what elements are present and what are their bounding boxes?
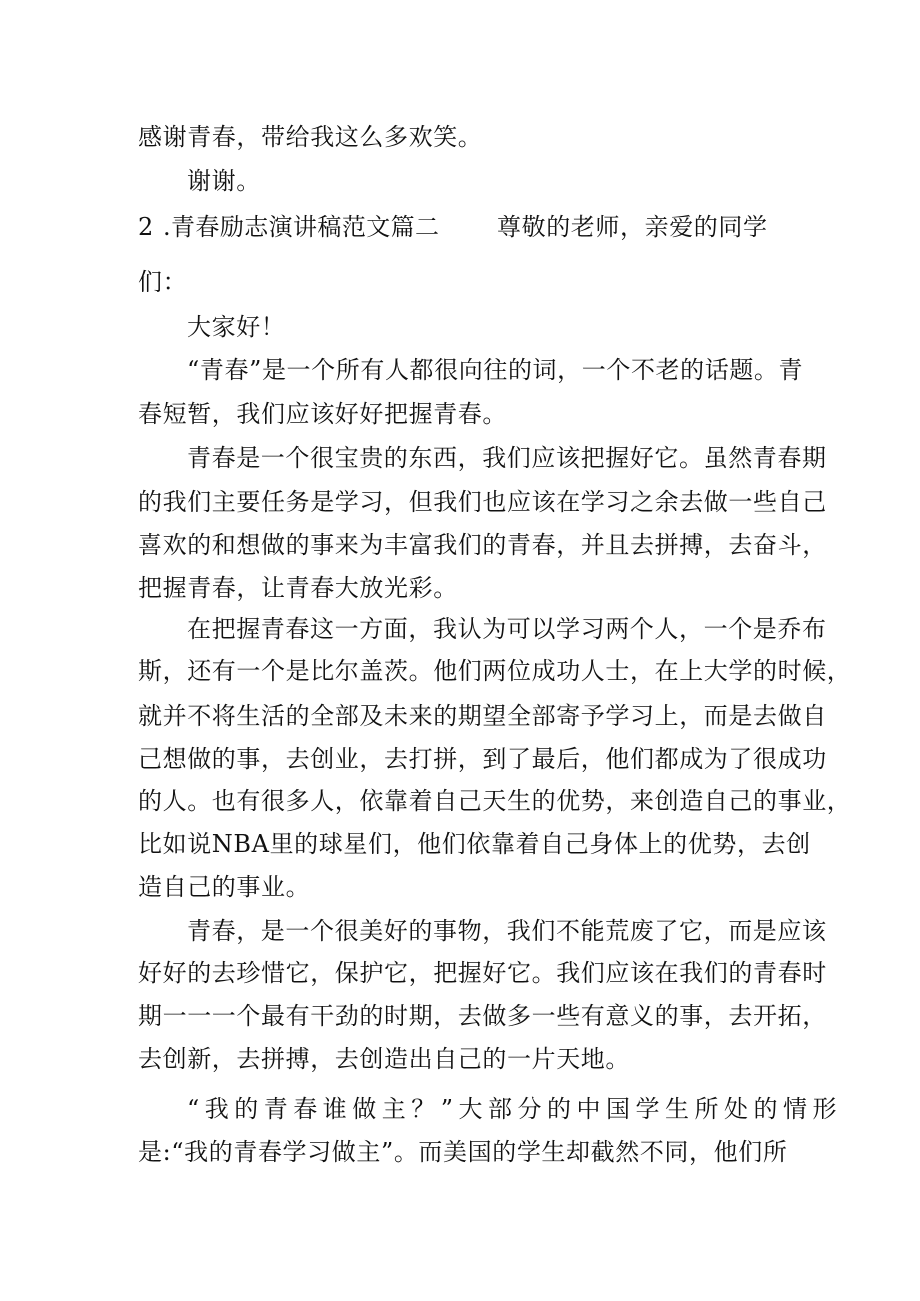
heading-title: .青春励志演讲稿范文篇二: [163, 213, 440, 241]
paragraph-line: 造自己的事业。: [138, 873, 311, 901]
paragraph-line: “青春”是一个所有人都很向往的词，一个不老的话题。青: [187, 356, 804, 384]
paragraph-line: 期一一一个最有干劲的时期，去做多一些有意义的事，去开拓，: [138, 1002, 827, 1030]
paragraph-line: “我的青春谁做主？”大部分的中国学生所处的情形: [187, 1095, 843, 1123]
paragraph-line: 去创新，去拼搏，去创造出自己的一片天地。: [138, 1045, 630, 1073]
paragraph-line: 喜欢的和想做的事来为丰富我们的青春，并且去拼搏，去奋斗，: [138, 531, 827, 559]
paragraph-line: 春短暂，我们应该好好把握青春。: [138, 400, 507, 428]
greeting-end: 们：: [138, 268, 188, 296]
paragraph-line: 己想做的事，去创业，去打拼，到了最后，他们都成为了很成功: [138, 745, 827, 773]
paragraph-line: 在把握青春这一方面，我认为可以学习两个人，一个是乔布: [187, 615, 827, 643]
paragraph-line: 是:“我的青春学习做主”。而美国的学生却截然不同，他们所: [138, 1138, 788, 1166]
paragraph-line: 比如说NBA里的球星们，他们依靠着自己身体上的优势，去创: [138, 830, 811, 858]
paragraph-line: 青春，是一个很美好的事物，我们不能荒废了它，而是应该: [187, 917, 827, 945]
thanks-line: 谢谢。: [187, 167, 261, 195]
paragraph-line: 斯，还有一个是比尔盖茨。他们两位成功人士，在上大学的时候，: [138, 657, 852, 685]
hello-line: 大家好！: [187, 313, 286, 341]
greeting-start: 尊敬的老师，亲爱的同学: [497, 213, 768, 241]
heading-number: 2: [138, 213, 154, 241]
paragraph-line: 就并不将生活的全部及未来的期望全部寄予学习上，而是去做自: [138, 702, 827, 730]
paragraph-line: 的我们主要任务是学习，但我们也应该在学习之余去做一些自己: [138, 488, 827, 516]
paragraph-line: 的人。也有很多人，依靠着自己天生的优势，来创造自己的事业，: [138, 787, 852, 815]
closing-line: 感谢青春，带给我这么多欢笑。: [138, 123, 483, 151]
paragraph-line: 青春是一个很宝贵的东西，我们应该把握好它。虽然青春期: [187, 444, 827, 472]
paragraph-line: 好好的去珍惜它，保护它，把握好它。我们应该在我们的青春时: [138, 959, 827, 987]
paragraph-line: 把握青春，让青春大放光彩。: [138, 574, 458, 602]
